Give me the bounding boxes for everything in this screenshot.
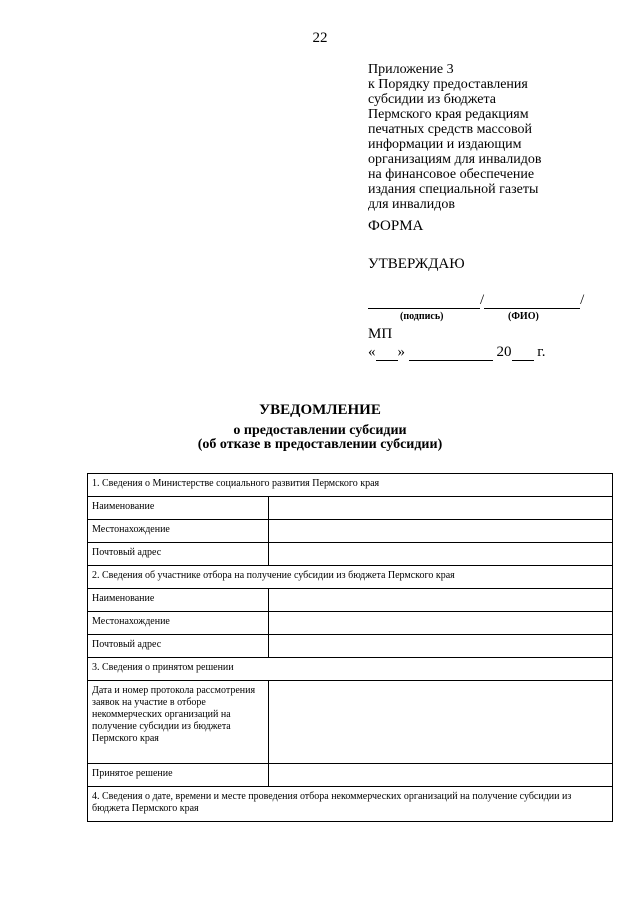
form-label: ФОРМА	[368, 218, 424, 234]
notification-table	[87, 473, 613, 822]
appendix-block	[368, 62, 578, 212]
row-label: Наименование	[88, 497, 269, 520]
table-row	[88, 589, 613, 612]
year-suffix: г.	[537, 344, 546, 360]
table-row	[88, 635, 613, 658]
year-prefix: 20	[496, 344, 512, 360]
row-label: Наименование	[88, 589, 269, 612]
value-cell[interactable]	[269, 612, 613, 635]
signature-blank[interactable]	[368, 294, 480, 309]
appendix-line: информации и издающим	[368, 137, 522, 152]
day-blank[interactable]	[376, 346, 398, 361]
table-row	[88, 497, 613, 520]
value-cell[interactable]	[269, 635, 613, 658]
section-2-header-row	[88, 566, 613, 589]
appendix-line: на финансовое обеспечение	[368, 167, 535, 182]
section-4-header: 4. Сведения о дате, времени и месте проведения отбора некоммерческих организаций на получение субсидии из бюджета Пермского края	[88, 787, 613, 822]
table-row	[88, 543, 613, 566]
date-line	[368, 344, 545, 361]
signature-slash: /	[480, 292, 485, 308]
section-2-header: 2. Сведения об участнике отбора на получение субсидии из бюджета Пермского края	[88, 566, 613, 589]
value-cell[interactable]	[269, 543, 613, 566]
document-title: УВЕДОМЛЕНИЕ	[259, 402, 381, 418]
appendix-line: субсидии из бюджета	[368, 92, 497, 107]
row-label: Принятое решение	[88, 764, 269, 787]
section-3-header-row	[88, 658, 613, 681]
table-row	[88, 764, 613, 787]
approve-label: УТВЕРЖДАЮ	[368, 256, 465, 272]
year-blank[interactable]	[512, 346, 534, 361]
value-cell[interactable]	[269, 589, 613, 612]
row-label: Местонахождение	[88, 612, 269, 635]
table-row	[88, 681, 613, 764]
row-label: Дата и номер протокола рассмотрения заявок на участие в отборе некоммерческих организаций на получение субсидии из бюджета Пермского края	[88, 681, 269, 764]
row-label: Почтовый адрес	[88, 635, 269, 658]
appendix-line: организациям для инвалидов	[368, 152, 542, 167]
section-1-header-row	[88, 474, 613, 497]
section-4-header-row	[88, 787, 613, 822]
name-blank[interactable]	[484, 294, 580, 309]
document-subtitle	[0, 424, 640, 452]
signature-line	[368, 292, 584, 309]
appendix-line: к Порядку предоставления	[368, 77, 528, 92]
section-1-header: 1. Сведения о Министерстве социального развития Пермского края	[88, 474, 613, 497]
table-row	[88, 612, 613, 635]
value-cell[interactable]	[269, 681, 613, 764]
close-quote: »	[397, 344, 405, 360]
subtitle-line-2: (об отказе в предоставлении субсидии)	[197, 437, 443, 452]
row-label: Местонахождение	[88, 520, 269, 543]
appendix-line: для инвалидов	[368, 197, 456, 212]
signature-slash: /	[580, 292, 585, 308]
caption-name: (ФИО)	[508, 311, 539, 322]
appendix-line: печатных средств массовой	[368, 122, 532, 137]
open-quote: «	[368, 344, 376, 360]
appendix-line: Приложение 3	[368, 62, 454, 77]
appendix-line: издания специальной газеты	[368, 182, 539, 197]
value-cell[interactable]	[269, 520, 613, 543]
month-blank[interactable]	[409, 346, 493, 361]
page-number: 22	[312, 30, 328, 46]
value-cell[interactable]	[269, 764, 613, 787]
table-row	[88, 520, 613, 543]
row-label: Почтовый адрес	[88, 543, 269, 566]
value-cell[interactable]	[269, 497, 613, 520]
subtitle-line-1: о предоставлении субсидии	[233, 423, 407, 438]
stamp-label: МП	[368, 326, 393, 342]
appendix-line: Пермского края редакциям	[368, 107, 529, 122]
section-3-header: 3. Сведения о принятом решении	[88, 658, 613, 681]
caption-signature: (подпись)	[400, 311, 444, 322]
